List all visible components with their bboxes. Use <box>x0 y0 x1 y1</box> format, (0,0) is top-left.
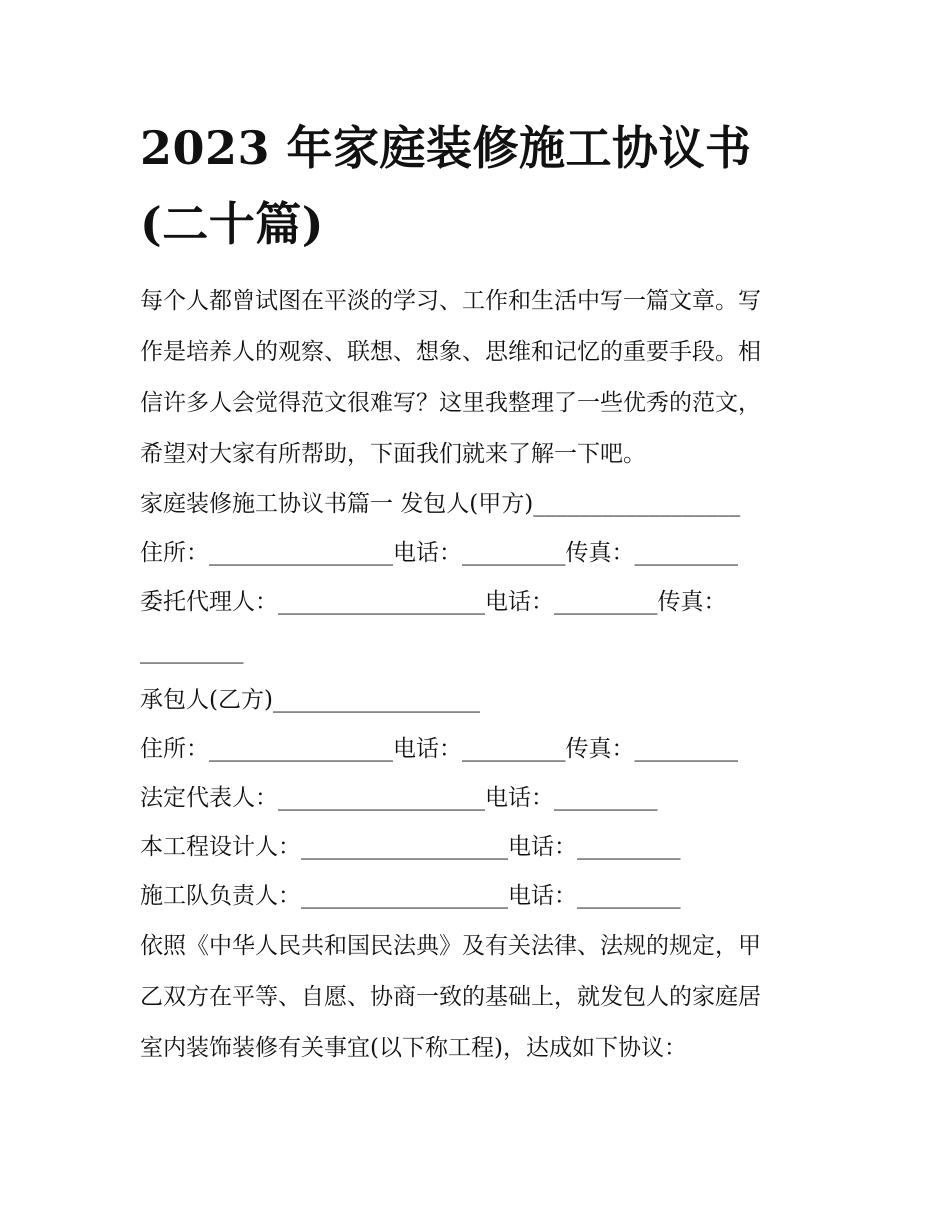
intro-line: 信许多人会觉得范文很难写？这里我整理了一些优秀的范文， <box>140 390 761 416</box>
form-line-designer: 本工程设计人：__________________电话：_________ <box>140 834 681 860</box>
intro-line: 每个人都曾试图在平淡的学习、工作和生活中写一篇文章。写 <box>140 288 761 314</box>
closing-line: 依照《中华人民共和国民法典》及有关法律、法规的规定，甲 <box>140 933 761 959</box>
closing-line: 室内装饰装修有关事宜(以下称工程)，达成如下协议： <box>140 1035 687 1061</box>
form-line-party-a: 家庭装修施工协议书篇一 发包人(甲方)__________________ <box>140 491 741 517</box>
form-line-team-lead: 施工队负责人：__________________电话：_________ <box>140 883 681 909</box>
intro-paragraph <box>140 276 830 480</box>
form-line-agent-fax-blank: _________ <box>140 638 244 664</box>
closing-line: 乙双方在平等、自愿、协商一致的基础上，就发包人的家庭居 <box>140 984 761 1010</box>
title-line-1: 2023 年家庭装修施工协议书 <box>140 121 752 175</box>
intro-line: 作是培养人的观察、联想、想象、思维和记忆的重要手段。相 <box>140 339 761 365</box>
form-line-party-b-address: 住所：________________电话：_________传真：_________ <box>140 736 738 762</box>
form-line-legal-rep: 法定代表人：__________________电话：_________ <box>140 785 658 811</box>
document-title <box>140 110 840 262</box>
form-line-party-a-address: 住所：________________电话：_________传真：_________ <box>140 540 738 566</box>
intro-line: 希望对大家有所帮助，下面我们就来了解一下吧。 <box>140 441 646 467</box>
form-line-agent: 委托代理人：__________________电话：_________传真： <box>140 589 727 615</box>
title-line-2: (二十篇) <box>140 197 325 251</box>
form-line-party-b: 承包人(乙方)__________________ <box>140 687 480 713</box>
contract-body <box>140 480 830 1074</box>
closing-paragraph <box>140 921 830 1074</box>
